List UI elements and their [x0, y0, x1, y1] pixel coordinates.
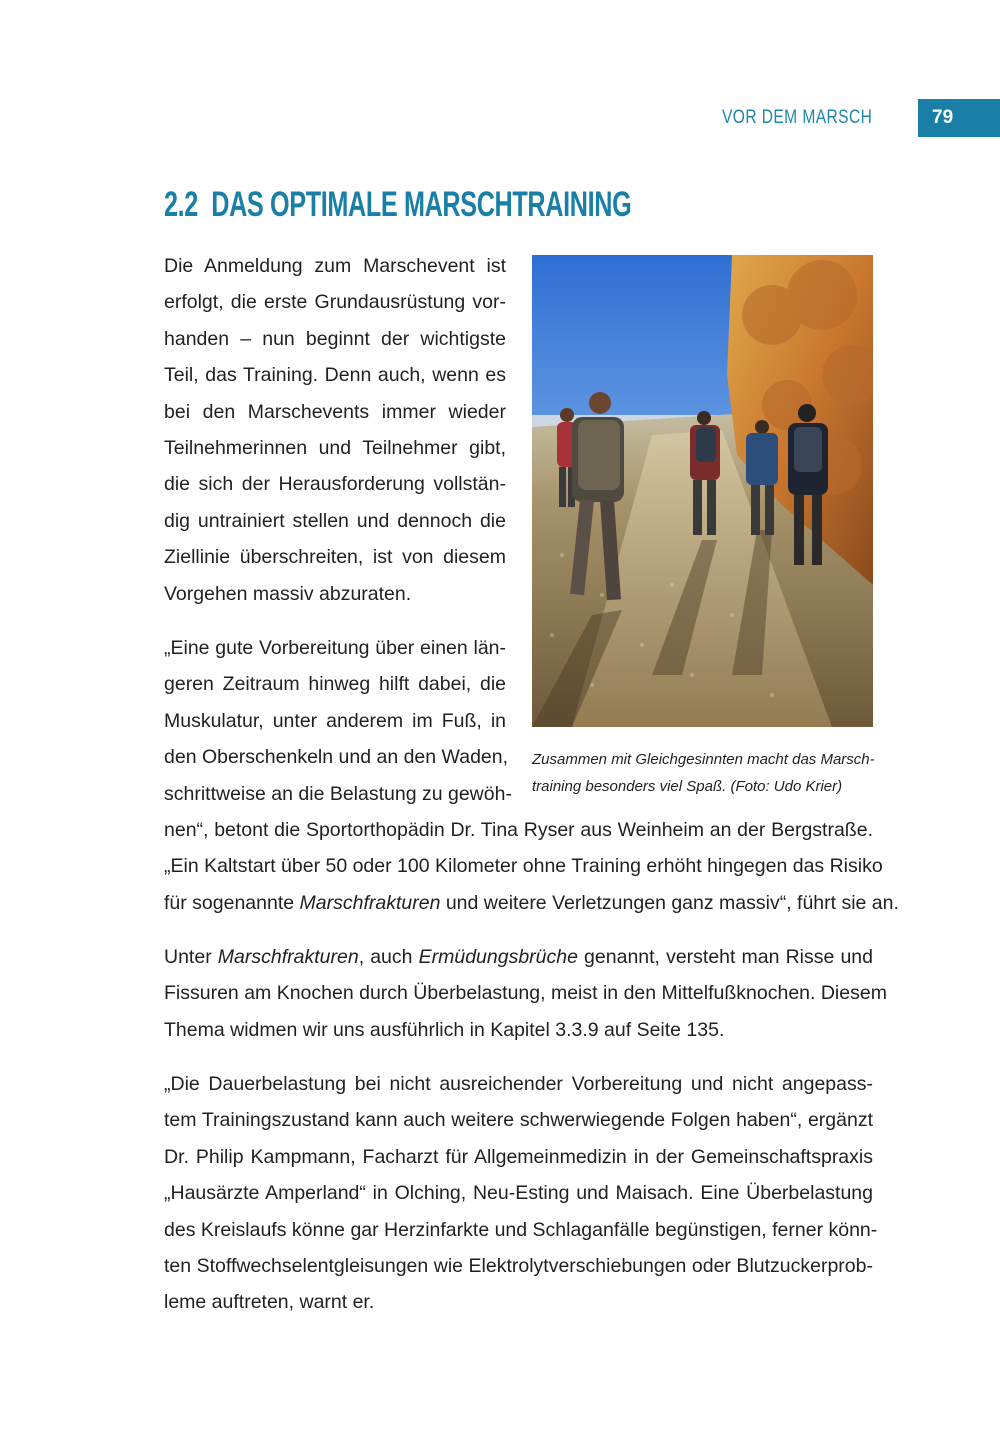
text-line: tem Trainingszustand kann auch weitere schwerwiegende Folgen haben“, ergänzt: [164, 1109, 873, 1132]
paragraph-4: [164, 1066, 878, 1321]
text-span: Unter: [164, 946, 218, 968]
text-line: den Oberschenkeln und an den Waden,: [164, 746, 509, 769]
text-line: Muskulatur, unter anderem im Fuß, in: [164, 709, 506, 732]
emphasis-term: Marschfrakturen: [217, 946, 359, 968]
text-line: bei den Marschevents immer wieder: [164, 400, 506, 423]
text-line: Teilnehmerinnen und Teilnehmer gibt,: [164, 437, 506, 460]
text-line: „Eine gute Vorbereitung über einen län-: [164, 637, 506, 659]
text-line: [164, 885, 899, 921]
text-line: „Die Dauerbelastung bei nicht ausreichender Vorbereitung und nicht angepass-: [164, 1073, 873, 1095]
caption-line: training besonders viel Spaß. (Foto: Udo Krier): [532, 778, 843, 795]
emphasis-term: Ermüdungsbrüche: [418, 946, 578, 968]
text-span: genannt, versteht man Risse und: [577, 946, 873, 968]
text-line: Teil, das Training. Denn auch, wenn es: [164, 364, 506, 387]
text-span: für sogenannte: [164, 891, 300, 914]
chapter-title-text: DAS OPTIMALE MARSCHTRAINING: [211, 185, 632, 224]
text-line: Dr. Philip Kampmann, Facharzt für Allgemeinmedizin in der Gemeinschaftspraxis: [164, 1145, 873, 1168]
paragraph-1: [164, 248, 506, 612]
text-line: ten Stoffwechselentgleisungen wie Elektrolytverschiebungen oder Blutzuckerprob-: [164, 1255, 873, 1278]
text-line: des Kreislaufs könne gar Herzinfarkte und Schlaganfälle begünstigen, ferner könn-: [164, 1218, 878, 1241]
text-line: Ziellinie überschreiten, ist von diesem: [164, 546, 506, 569]
text-line: geren Zeitraum hinweg hilft dabei, die: [164, 673, 506, 696]
text-line: Fissuren am Knochen durch Überbelastung, meist in den Mittelfußknochen. Diesem: [164, 982, 887, 1005]
photo-caption: [532, 746, 877, 800]
text-line: dig untrainiert stellen und dennoch die: [164, 509, 506, 532]
text-span: und weitere Verletzungen ganz massiv“, führt sie an.: [440, 891, 899, 914]
text-line: Thema widmen wir uns ausführlich in Kapitel 3.3.9 auf Seite 135.: [164, 1018, 725, 1041]
text-line: „Hausärzte Amperland“ in Olching, Neu-Esting und Maisach. Eine Überbelastung: [164, 1182, 873, 1205]
page-number-tab: [918, 99, 1000, 137]
page-number: 79: [932, 107, 954, 128]
paragraph-2-narrow: [164, 630, 512, 812]
text-line: schrittweise an die Belastung zu gewöh-: [164, 782, 512, 805]
text-line: [164, 939, 873, 975]
text-line: nen“, betont die Sportorthopädin Dr. Tina Ryser aus Weinheim an der Bergstraße.: [164, 819, 873, 841]
chapter-title: [164, 185, 631, 225]
text-line: erfolgt, die erste Grundausrüstung vor-: [164, 291, 506, 314]
paragraph-3: [164, 939, 887, 1048]
hikers-photo: [532, 255, 873, 727]
text-line: „Ein Kaltstart über 50 oder 100 Kilometer ohne Training erhöht hingegen das Risiko: [164, 855, 883, 878]
paragraph-2-wide: [164, 812, 899, 921]
text-line: die sich der Herausforderung vollstän-: [164, 473, 506, 496]
text-line: leme auftreten, warnt er.: [164, 1291, 375, 1314]
text-line: Vorgehen massiv abzuraten.: [164, 582, 412, 605]
running-header: VOR DEM MARSCH: [721, 107, 872, 128]
text-line: Die Anmeldung zum Marschevent ist: [164, 255, 506, 277]
hikers-photo-illustration: [532, 255, 873, 727]
chapter-number: 2.2: [164, 185, 198, 224]
text-line: handen – nun beginnt der wichtigste: [164, 327, 506, 350]
emphasis-term: Marschfrakturen: [299, 891, 441, 914]
text-span: , auch: [358, 946, 419, 968]
caption-line: Zusammen mit Gleichgesinnten macht das Marsch-: [532, 751, 875, 768]
